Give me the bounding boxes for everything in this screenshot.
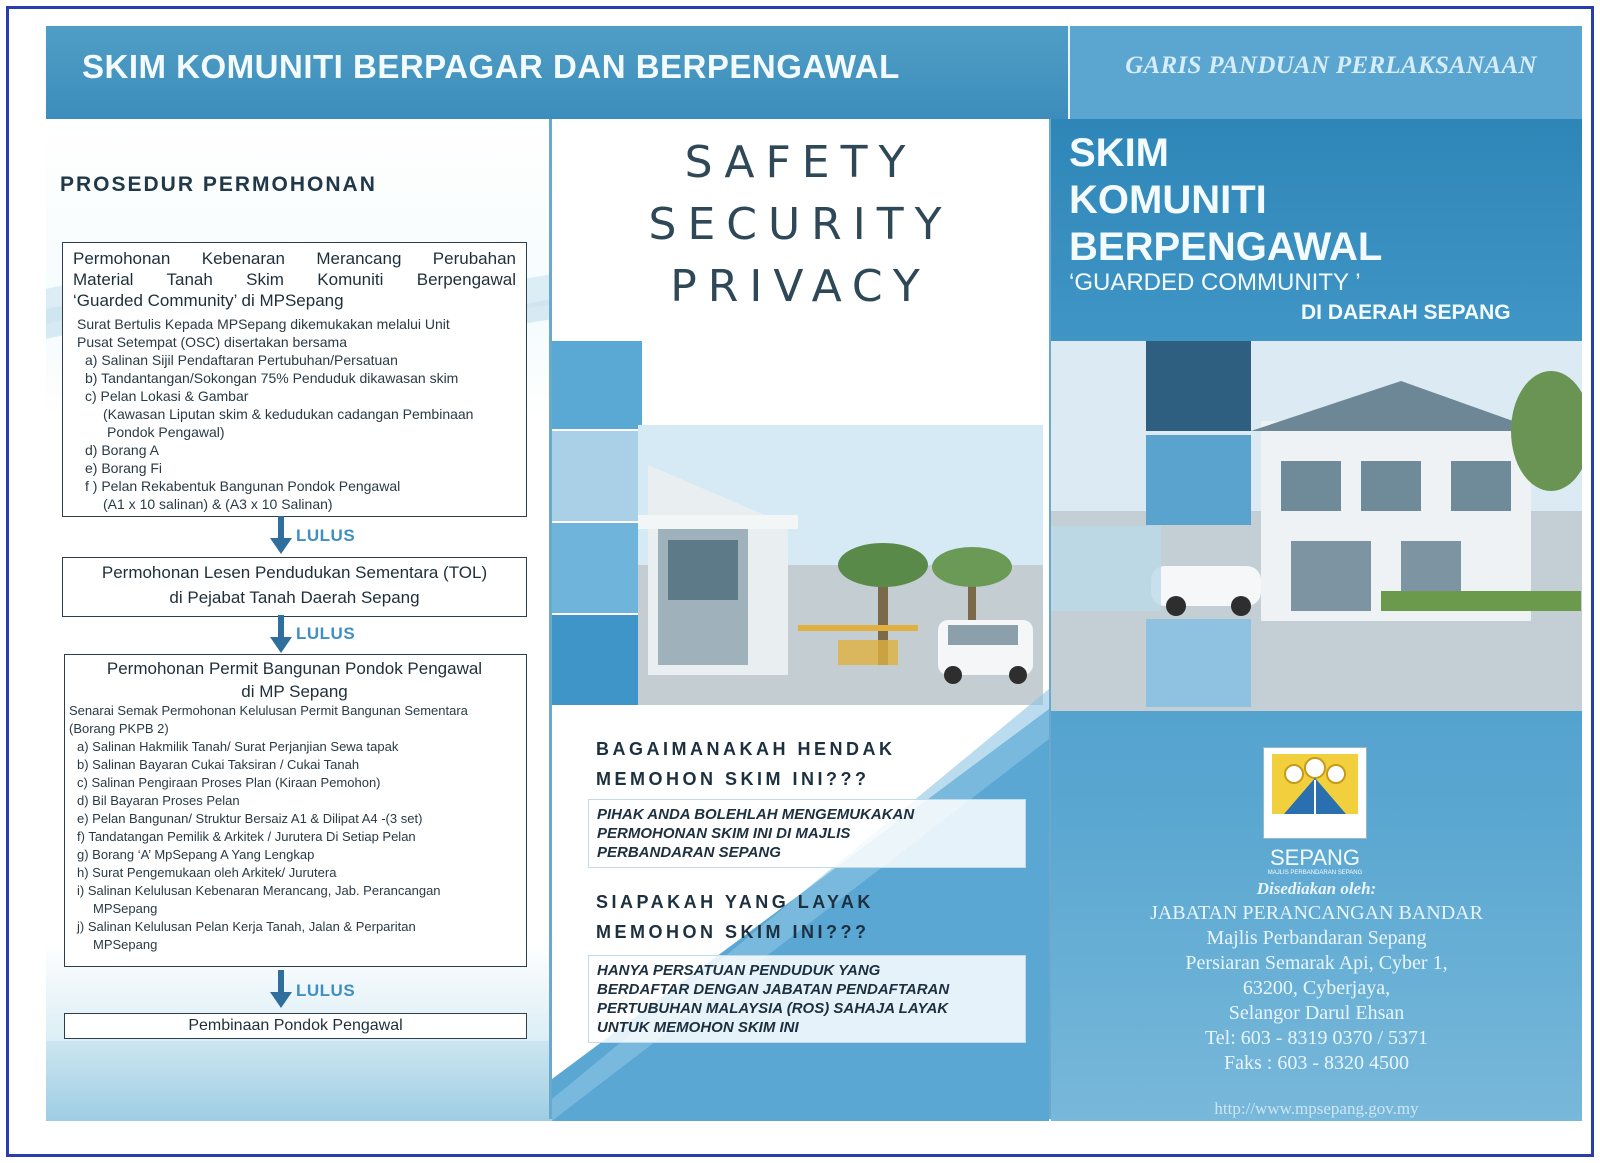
logo-text: SEPANG bbox=[1269, 845, 1361, 870]
address-line2: Persiaran Semarak Api, Cyber 1, bbox=[1185, 952, 1448, 974]
question2-line2: MEMOHON SKIM INI??? bbox=[596, 922, 870, 942]
telephone: Tel: 603 - 8319 0370 / 5371 bbox=[1204, 1027, 1429, 1049]
step1-heading-line2: Material Tanah Skim Komuniti Berpengawal bbox=[73, 270, 516, 289]
address-line1: Majlis Perbandaran Sepang bbox=[1206, 927, 1427, 949]
step4-line1: Pembinaan Pondok Pengawal bbox=[188, 1017, 403, 1034]
answer2-line1: HANYA PERSATUAN PENDUDUK YANG bbox=[597, 962, 881, 979]
step1-item-b: b) Tandantangan/Sokongan 75% Penduduk dikawasan skim bbox=[85, 370, 459, 386]
cover-title-line2: KOMUNITI bbox=[1069, 178, 1267, 222]
answer2-line4: UNTUK MEMOHON SKIM INI bbox=[597, 1019, 799, 1036]
answer2-line3: PERTUBUHAN MALAYSIA (ROS) SAHAJA LAYAK bbox=[597, 1000, 949, 1017]
step3-heading-line2: di MP Sepang bbox=[241, 682, 348, 701]
step1-intro-line1: Surat Bertulis Kepada MPSepang dikemukakan melalui Unit bbox=[77, 316, 450, 332]
cover-panel bbox=[1051, 119, 1582, 1121]
step3-item-i: i) Salinan Kelulusan Kebenaran Merancang, Jab. Perancangan bbox=[77, 883, 441, 898]
step1-box bbox=[62, 242, 527, 517]
step4-box bbox=[64, 1013, 527, 1039]
prepared-by: Disediakan oleh: bbox=[1256, 879, 1377, 898]
step1-item-c-detail2: Pondok Pengawal) bbox=[107, 424, 225, 440]
step3-item-h: h) Surat Pengemukaan oleh Arkitek/ Jurutera bbox=[77, 865, 337, 880]
step3-item-j-detail: MPSepang bbox=[93, 937, 158, 952]
cover-title-line3: BERPENGAWAL bbox=[1069, 225, 1383, 269]
step1-item-e: e) Borang Fi bbox=[85, 460, 163, 476]
cover-subtitle: ‘GUARDED COMMUNITY ’ bbox=[1069, 269, 1361, 296]
step1-item-f-detail: (A1 x 10 salinan) & (A3 x 10 Salinan) bbox=[103, 496, 333, 512]
question1-line2: MEMOHON SKIM INI??? bbox=[596, 769, 870, 789]
middle-panel bbox=[552, 119, 1049, 1121]
down-arrow-icon bbox=[268, 970, 294, 1008]
top-banner bbox=[46, 26, 1068, 119]
crest-icon bbox=[1264, 748, 1366, 838]
decor-square bbox=[552, 431, 642, 521]
step2-box bbox=[62, 557, 527, 617]
step1-heading-line1: Permohonan Kebenaran Merancang Perubahan bbox=[73, 249, 516, 268]
step3-item-c: c) Salinan Pengiraan Proses Plan (Kiraan Pemohon) bbox=[77, 775, 381, 790]
step3-box bbox=[64, 654, 527, 967]
decor-square bbox=[552, 523, 642, 613]
guide-title: GARIS PANDUAN PERLAKSANAAN bbox=[1125, 52, 1537, 79]
step2-line2: di Pejabat Tanah Daerah Sepang bbox=[169, 588, 420, 607]
step3-item-d: d) Bil Bayaran Proses Pelan bbox=[77, 793, 240, 808]
step3-item-i-detail: MPSepang bbox=[93, 901, 158, 916]
down-arrow-icon bbox=[268, 516, 294, 554]
step1-item-f: f ) Pelan Rekabentuk Bangunan Pondok Pengawal bbox=[85, 478, 401, 494]
department-name: JABATAN PERANCANGAN BANDAR bbox=[1150, 902, 1483, 924]
slogan-safety: SAFETY bbox=[684, 137, 917, 188]
step1-intro-line2: Pusat Setempat (OSC) disertakan bersama bbox=[77, 334, 348, 350]
procedure-title: PROSEDUR PERMOHONAN bbox=[60, 173, 377, 196]
step1-item-c-detail: (Kawasan Liputan skim & kedudukan cadangan Pembinaan bbox=[103, 406, 474, 422]
decor-square bbox=[552, 341, 642, 429]
logo-subtext: MAJLIS PERBANDARAN SEPANG bbox=[1267, 870, 1363, 876]
question2-line1: SIAPAKAH YANG LAYAK bbox=[596, 892, 874, 912]
website-link[interactable]: http://www.mpsepang.gov.my bbox=[1214, 1099, 1419, 1118]
step1-item-c: c) Pelan Lokasi & Gambar bbox=[85, 388, 249, 404]
slogan-security: SECURITY bbox=[648, 199, 953, 250]
house-photo bbox=[1051, 341, 1582, 711]
lulus-label-3: LULUS bbox=[296, 981, 356, 1000]
step3-item-b: b) Salinan Bayaran Cukai Taksiran / Cukai Tanah bbox=[77, 757, 360, 772]
brochure-sheet bbox=[46, 26, 1582, 1121]
house-illustration bbox=[1051, 341, 1582, 711]
left-bottom-band bbox=[46, 1041, 552, 1121]
step3-intro-line2: (Borang PKPB 2) bbox=[69, 721, 169, 736]
step2-line1: Permohonan Lesen Pendudukan Sementara (TOL) bbox=[101, 563, 488, 582]
answer2-box bbox=[588, 955, 1026, 1043]
cover-title-line1: SKIM bbox=[1069, 131, 1169, 175]
fax: Faks : 603 - 8320 4500 bbox=[1224, 1052, 1409, 1074]
step1-item-a: a) Salinan Sijil Pendaftaran Pertubuhan/Persatuan bbox=[85, 352, 398, 368]
guardhouse-photo bbox=[638, 425, 1043, 705]
step3-heading-line1: Permohonan Permit Bangunan Pondok Pengawal bbox=[106, 659, 483, 678]
question1-line1: BAGAIMANAKAH HENDAK bbox=[596, 739, 896, 759]
cover-location: DI DAERAH SEPANG bbox=[1301, 301, 1511, 324]
address-line3: 63200, Cyberjaya, bbox=[1242, 977, 1391, 999]
answer1-line1: PIHAK ANDA BOLEHLAH MENGEMUKAKAN bbox=[597, 806, 915, 823]
step3-item-e: e) Pelan Bangunan/ Struktur Bersaiz A1 & Dilipat A4 -(3 set) bbox=[77, 811, 423, 826]
step3-item-g: g) Borang ‘A’ MpSepang A Yang Lengkap bbox=[77, 847, 315, 862]
lulus-label-1: LULUS bbox=[296, 526, 356, 545]
step3-item-f: f) Tandatangan Pemilik & Arkitek / Jurutera Di Setiap Pelan bbox=[77, 829, 416, 844]
step3-item-j: j) Salinan Kelulusan Pelan Kerja Tanah, Jalan & Perparitan bbox=[77, 919, 416, 934]
banner-title: SKIM KOMUNITI BERPAGAR DAN BERPENGAWAL bbox=[82, 48, 900, 85]
answer2-line2: BERDAFTAR DENGAN JABATAN PENDAFTARAN bbox=[597, 981, 950, 998]
step1-heading-line3: ‘Guarded Community’ di MPSepang bbox=[73, 291, 344, 310]
answer1-box bbox=[588, 799, 1026, 868]
step3-item-a: a) Salinan Hakmilik Tanah/ Surat Perjanjian Sewa tapak bbox=[77, 739, 399, 754]
lulus-label-2: LULUS bbox=[296, 624, 356, 643]
mpsepang-logo bbox=[1263, 747, 1367, 839]
guardhouse-illustration bbox=[638, 425, 1043, 705]
slogan-privacy: PRIVACY bbox=[670, 261, 931, 312]
step3-intro-line1: Senarai Semak Permohonan Kelulusan Permit Bangunan Sementara bbox=[69, 703, 468, 718]
step1-item-d: d) Borang A bbox=[85, 442, 159, 458]
answer1-line3: PERBANDARAN SEPANG bbox=[597, 844, 781, 861]
address-line4: Selangor Darul Ehsan bbox=[1228, 1002, 1405, 1024]
down-arrow-icon bbox=[268, 615, 294, 653]
answer1-line2: PERMOHONAN SKIM INI DI MAJLIS bbox=[597, 825, 851, 842]
